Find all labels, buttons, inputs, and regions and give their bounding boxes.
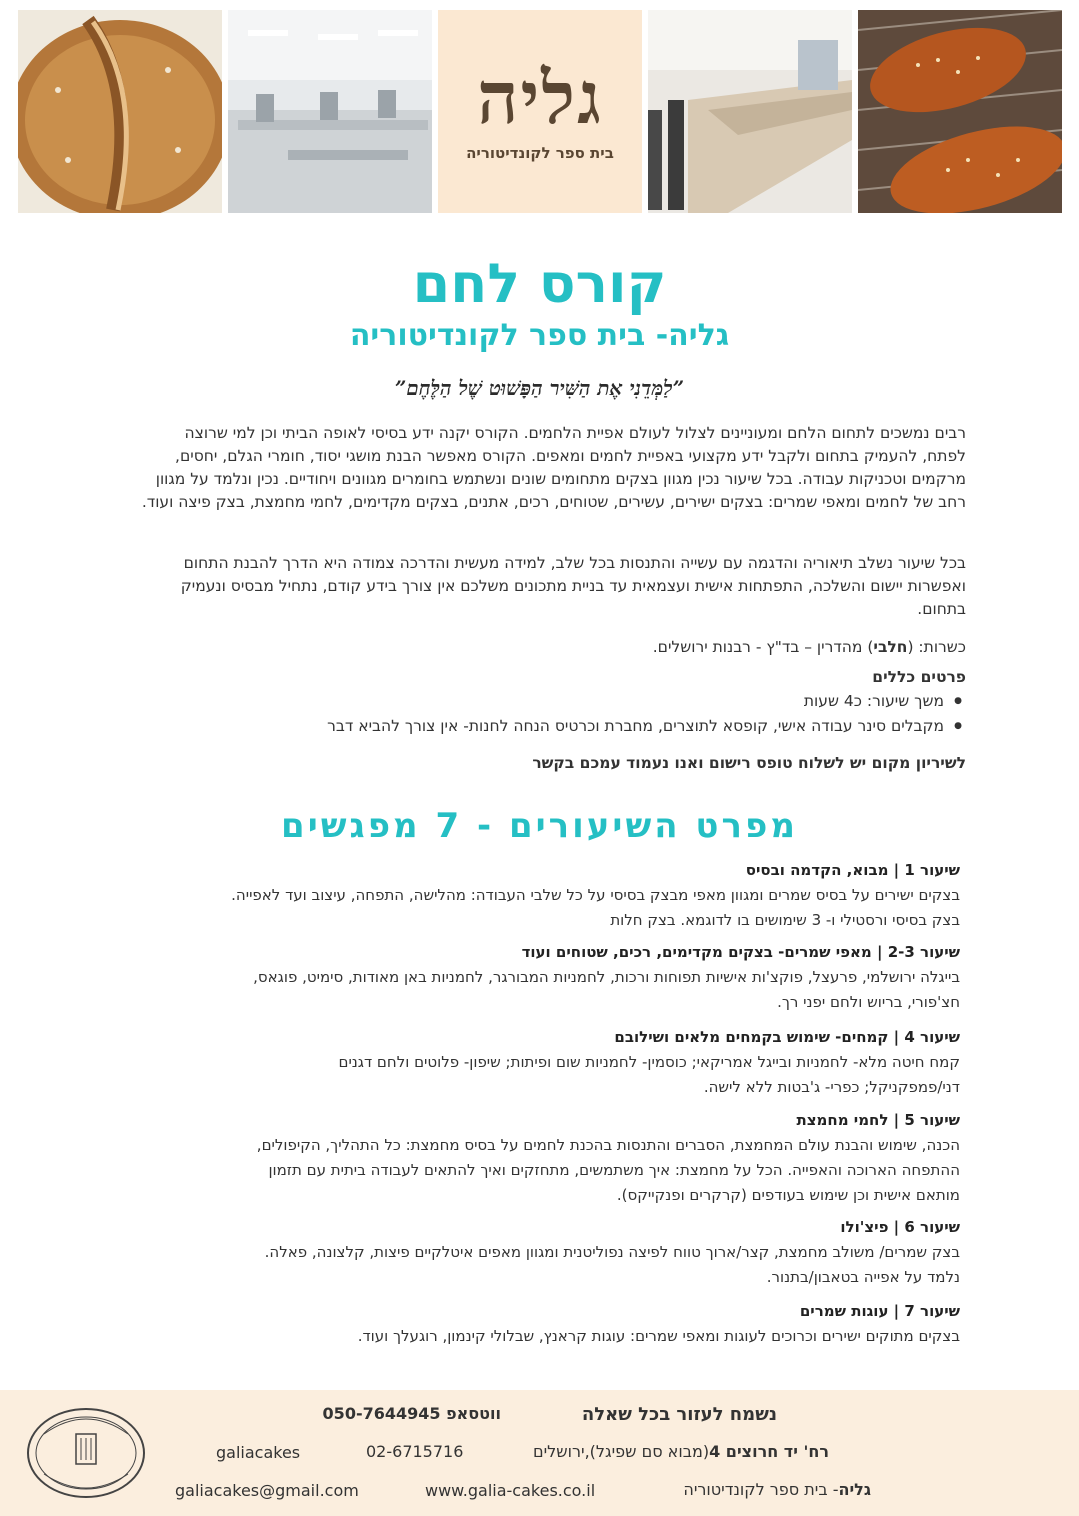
quote: ”לַמְּדֵנִי אֶת הַשִּׁיר הַפָּשׁוּט שֶׁל הַלֶּחֶם” bbox=[394, 376, 685, 400]
list-item: ● מקבלים סינר עבודה אישי, קופסא לתוצרים, מחברת וכרטיס הנחה לחנות- אין צורך להביא דבר bbox=[140, 715, 966, 738]
lesson-text: בצקים ישירים על בסיס שמרים ומגוון מאפי מבצק בסיסי על כל שלבי העבודה: מהלישה, התפחה, עיצוב ועד לאפייה. bbox=[231, 886, 960, 904]
page-title: קורס לחם bbox=[412, 252, 667, 315]
footer bbox=[0, 1390, 1079, 1516]
registration-note: לשיריון מקום יש לשלוח טופס רישום ואנו נעמוד עמכם בקשר bbox=[532, 754, 966, 772]
footer-help-text: נשמח לעזור בכל שאלה bbox=[581, 1404, 777, 1425]
kashrut-prefix: כשרות: ( bbox=[907, 638, 966, 656]
lesson-heading: שיעור 1 | מבוא, הקדמה ובסיס bbox=[745, 861, 960, 879]
lesson-heading: שיעור 5 | לחמי מחמצת bbox=[796, 1111, 960, 1129]
logo-subtitle: בית ספר לקונדיטוריה bbox=[466, 143, 614, 162]
address-street: רח' יד חרוצים 4 bbox=[709, 1442, 829, 1461]
lesson-text: דני/פמפקניקל; כפרי- ג'בטות ללא לישה. bbox=[703, 1078, 960, 1096]
lesson-text: בצק בסיסי ורסטילי ו- 3 שימושים בו לדוגמא. בצק חלות bbox=[610, 911, 960, 929]
classroom-counter-photo bbox=[648, 10, 852, 213]
lesson-7 bbox=[140, 1299, 960, 1349]
lesson-text: נלמד על אפייה בטאבון/בתנור. bbox=[766, 1268, 960, 1286]
challah-photo bbox=[858, 10, 1062, 213]
general-details-list bbox=[140, 690, 966, 740]
lesson-5 bbox=[140, 1108, 960, 1208]
lesson-1 bbox=[140, 858, 960, 933]
intro-paragraph: רבים נמשכים לתחום הלחם ומעוניינים לצלול לעולם אפיית הלחמים. הקורס יקנה ידע בסיסי לאופה הביתי וכן למי שרוצה לפתח, להעמיק בתחום ולקבל ידע מקצועי באפיית לחמים ומאפים. הקורס מאפשר הבנת מושגי יסוד, חומרי הגלם, יחסים, מרקמים וטכניקות עבודה. בכל שיעור נכין מגוון בצקים מתחומים שונים ונשתמש בחומרים מגוונים ויחודיים. נכין ונלמד על מגוון רחב של לחמים ומאפי שמרים: בצקים ישירים, עשירים, שטוחים, רכים, אתנים, בצקים מקדימים, לחמי מחמצת, בצק פיצה ועוד. bbox=[141, 424, 966, 511]
kashrut-line bbox=[140, 636, 966, 659]
schedule-title: מפרט השיעורים - 7 מפגשים bbox=[281, 806, 798, 846]
school-name-bold: גליה bbox=[838, 1480, 871, 1499]
lesson-text: בצקים מתוקים ישירים וכרוכים לעוגות ומאפי שמרים: עוגות קראנץ, שבלולי קינמון, רוגעלך ועוד. bbox=[357, 1327, 960, 1345]
kitchen-classroom-photo bbox=[228, 10, 432, 213]
footer-email-link[interactable]: galiacakes@gmail.com bbox=[175, 1481, 359, 1500]
footer-website-link[interactable]: www.galia-cakes.co.il bbox=[425, 1481, 596, 1500]
footer-instagram[interactable]: galiacakes bbox=[216, 1443, 301, 1462]
lesson-heading: שיעור 6 | פיצ'ולו bbox=[840, 1218, 960, 1236]
list-item: ● משך שיעור: כ4 שעות bbox=[140, 690, 966, 713]
logo-tile bbox=[438, 10, 642, 213]
kashrut-stamp-icon bbox=[24, 1404, 148, 1502]
lesson-text: בייגלה ירושלמי, פרעצל, פוקצ'ות אישיות תפוחות ורכות, לחמניות המבורגר, לחמניות באן מאודות, סימיט, פוגאס, bbox=[253, 968, 960, 986]
lesson-text: חצ'פורי, בריוש ולחם יפני רך. bbox=[777, 993, 960, 1011]
lesson-2-3 bbox=[140, 940, 960, 1015]
method-paragraph: בכל שיעור נשלב תיאוריה והדגמה עם עשייה והתנסות בכל שלב, למידה מעשית והדרכה צמודה היא הדרך להבנת התחום ואפשרות יישום והשלכה, התפתחות אישית ועצמאית עד בניית מתכונים משלכם אין צורך בידע קודם, נתחיל מבסיס ונעמיק בתחום. bbox=[180, 554, 966, 618]
footer-school-name bbox=[683, 1480, 871, 1499]
footer-address bbox=[533, 1442, 829, 1461]
footer-phone[interactable]: 02-6715716 bbox=[366, 1442, 464, 1461]
header-photo-strip bbox=[18, 10, 1062, 213]
lesson-text: ההתפחה הארוכה והאפייה. הכל על מחמצת: איך משתמשים, מתחזקים ואיך להתאים לעבודה ביתית עם תזמון bbox=[268, 1161, 960, 1179]
general-details-heading: פרטים כללים bbox=[872, 668, 966, 686]
whatsapp-contact[interactable] bbox=[323, 1404, 501, 1423]
lesson-4 bbox=[140, 1025, 960, 1100]
lesson-6 bbox=[140, 1215, 960, 1290]
kashrut-type: חלבי bbox=[873, 638, 908, 656]
address-rest: (מבוא סם שפיגל),ירושלים bbox=[532, 1442, 710, 1461]
whatsapp-label: ווטסאפ bbox=[446, 1404, 501, 1423]
page-subtitle: גליה- בית ספר לקונדיטוריה bbox=[349, 318, 730, 353]
lesson-text: קמח חיטה מלא- לחמניות ובייגל אמריקאי; כוסמין- לחמניות שום ופיתות; שיפון- פלוטים ולחם דגנים bbox=[338, 1053, 960, 1071]
school-name-rest: - בית ספר לקונדיטוריה bbox=[683, 1480, 839, 1499]
lesson-heading: שיעור 4 | קמחים- שימוש בקמחים מלאים ושילובם bbox=[614, 1028, 960, 1046]
lesson-heading: שיעור 7 | עוגות שמרים bbox=[799, 1302, 960, 1320]
lesson-text: מותאם אישית וכן שימוש בעודפים (קרקרים ופנקייקס). bbox=[616, 1186, 960, 1204]
bread-loaf-photo bbox=[18, 10, 222, 213]
lesson-heading: שיעור 2-3 | מאפי שמרים- בצקים מקדימים, רכים, שטוחים ועוד bbox=[521, 943, 960, 961]
school-logo: גליה bbox=[477, 54, 603, 140]
whatsapp-number: 050-7644945 bbox=[322, 1404, 441, 1423]
lesson-text: הכנה, שימוש והבנת עולם המחמצת, הסברים והתנסות בהכנת לחמים על בסיס מחמצת: כל התהליך, הקיפולים, bbox=[256, 1136, 960, 1154]
kashrut-suffix: ) מהדרין – בד"ץ - רבנות ירושלים. bbox=[652, 638, 874, 656]
lesson-text: בצק שמרים/ משולב מחמצת, קצר/ארוך טווח לפיצה נפוליטנית ומגוון מאפים איטלקיים פיצות, קלצונה, פאלה. bbox=[264, 1243, 960, 1261]
